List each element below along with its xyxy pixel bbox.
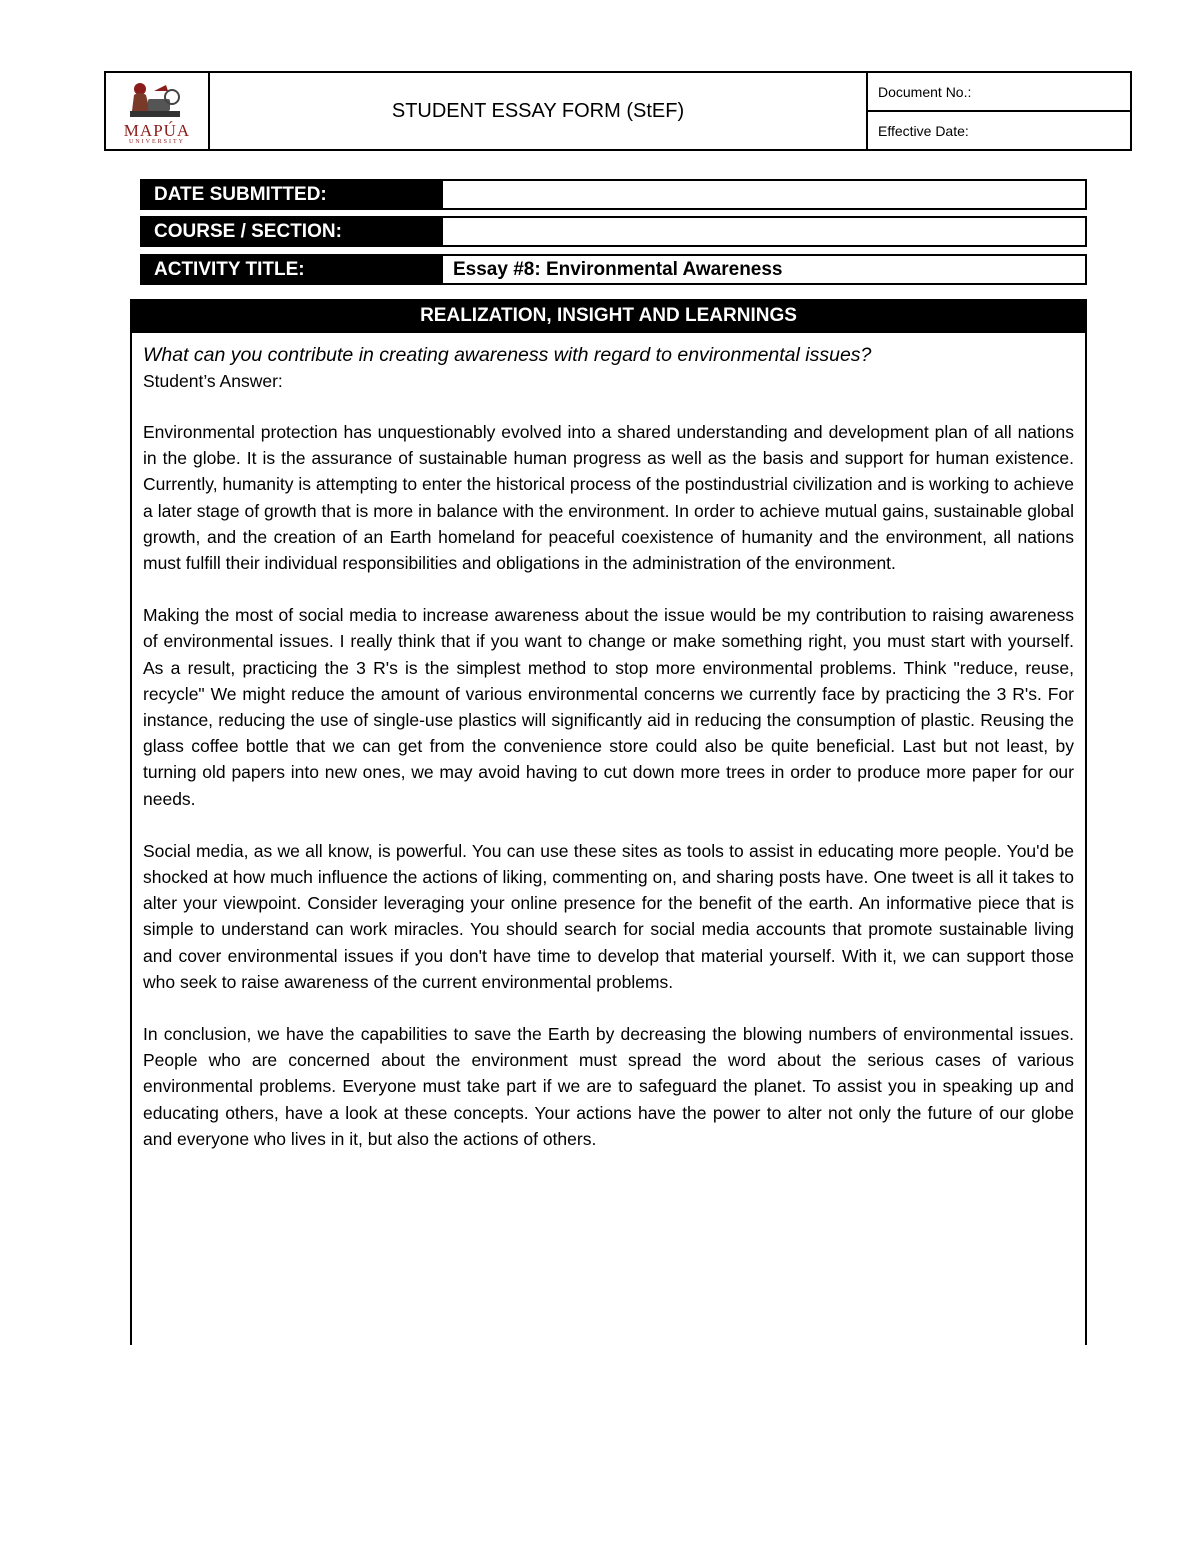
course-section-field[interactable] bbox=[443, 218, 1085, 245]
essay-paragraph-3: Social media, as we all know, is powerful. You can use these sites as tools to assist in educating more people. You'd be shocked at how much influence the actions of liking, commenting on, and sharing posts have. One tweet is all it takes to alter your viewpoint. Consider leveraging your online presence for the benefit of the earth. An informative piece that is simple to understand can work miracles. You should search for social media accounts that promote sustainable living and cover environmental issues if you don't have time to develop that material yourself. With it, we can support those who seek to raise awareness of the current environmental problems. bbox=[143, 840, 1074, 992]
answer-label: Student’s Answer: bbox=[143, 371, 283, 391]
essay-paragraph-4: In conclusion, we have the capabilities to save the Earth by decreasing the blowing numbers of environmental issues. People who are concerned about the environment must spread the word about the serious cases of various environmental problems. Everyone must take part if we are to safeguard the planet. To assist you in speaking up and educating others, have a look at these concepts. Your actions have the power to alter not only the future of our globe and everyone who lives in it, but also the actions of others. bbox=[143, 1024, 1074, 1149]
effective-date-label: Effective Date: bbox=[868, 110, 1130, 149]
logo-wordmark: MAPÚA bbox=[123, 121, 191, 140]
document-info bbox=[868, 73, 1130, 149]
form-title: STUDENT ESSAY FORM (StEF) bbox=[210, 73, 868, 149]
date-submitted-field[interactable] bbox=[443, 181, 1085, 208]
logo-cell bbox=[106, 73, 210, 149]
date-submitted-label: DATE SUBMITTED: bbox=[142, 181, 443, 208]
activity-title-field[interactable]: Essay #8: Environmental Awareness bbox=[453, 258, 783, 280]
essay-question: What can you contribute in creating awareness with regard to environmental issues? bbox=[143, 344, 872, 366]
activity-title-label: ACTIVITY TITLE: bbox=[142, 256, 443, 283]
activity-title-row bbox=[140, 254, 1087, 285]
essay-paragraph-1: Environmental protection has unquestionably evolved into a shared understanding and development plan of all nations in the globe. It is the assurance of sustainable human progress as well as the basis and support for human existence. Currently, humanity is attempting to enter the historical process of the postindustrial civilization and is working to achieve a later stage of growth that is more in balance with the environment. In order to achieve mutual gains, sustainable global growth, and the creation of an Earth homeland for peaceful coexistence of humanity and the environment, all nations must fulfill their individual responsibilities and obligations in the administration of the environment. bbox=[143, 422, 1074, 574]
course-section-label: COURSE / SECTION: bbox=[142, 218, 443, 245]
essay-body bbox=[130, 333, 1087, 1345]
logo-subtext: UNIVERSITY bbox=[129, 139, 185, 145]
date-submitted-row bbox=[140, 179, 1087, 210]
document-no-label: Document No.: bbox=[878, 83, 972, 100]
course-section-row bbox=[140, 216, 1087, 247]
university-seal-icon bbox=[126, 77, 188, 123]
form-header bbox=[104, 71, 1132, 151]
section-title: REALIZATION, INSIGHT AND LEARNINGS bbox=[130, 299, 1087, 333]
essay-paragraph-2: Making the most of social media to increase awareness about the issue would be my contribution to raising awareness of environmental issues. I really think that if you want to change or make something right, you must start with yourself. As a result, practicing the 3 R's is the simplest method to stop more environmental problems. Think "reduce, reuse, recycle" We might reduce the amount of various environmental concerns we currently face by practicing the 3 R's. For instance, reducing the use of single-use plastics will significantly aid in reducing the consumption of plastic. Reusing the glass coffee bottle that we can get from the convenience store could also be quite beneficial. Last but not least, by turning old papers into new ones, we may avoid having to cut down more trees in order to produce more paper for our needs. bbox=[143, 605, 1074, 809]
